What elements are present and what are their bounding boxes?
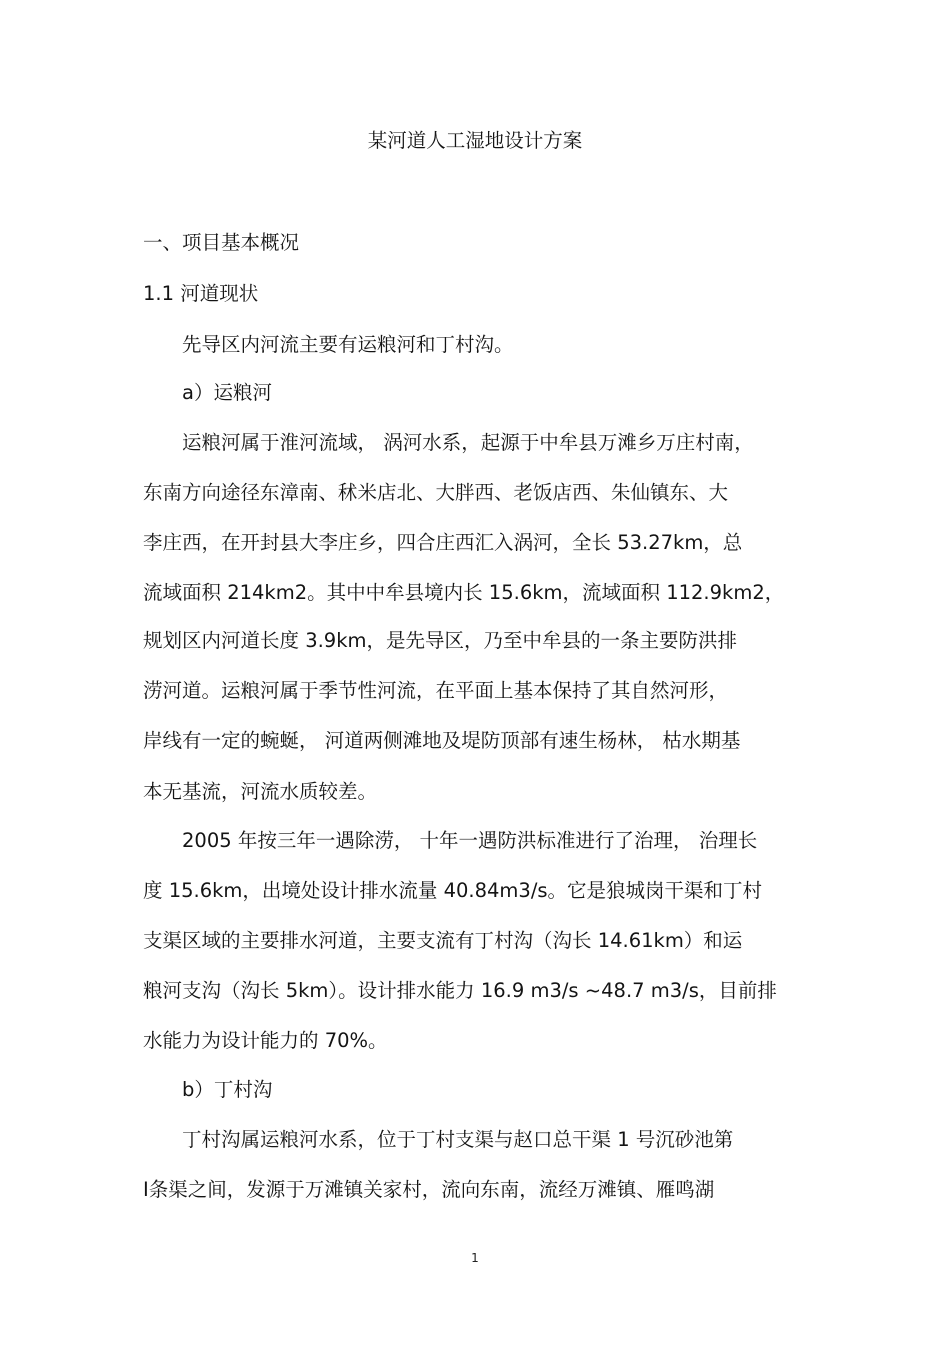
paragraph-line: 水能力为设计能力的 70%。 (143, 1029, 388, 1052)
intro-paragraph: 先导区内河流主要有运粮河和丁村沟。 (182, 333, 514, 356)
paragraph-line: 支渠区域的主要排水河道，主要支流有丁村沟（沟长 14.61km）和运 (143, 929, 743, 952)
paragraph-line: 度 15.6km，出境处设计排水流量 40.84m3/s。它是狼城岗干渠和丁村 (143, 879, 763, 902)
paragraph-line: Ⅰ条渠之间，发源于万滩镇关家村，流向东南，流经万滩镇、雁鸣湖 (143, 1178, 715, 1201)
paragraph-line: 规划区内河道长度 3.9km，是先导区，乃至中牟县的一条主要防洪排 (143, 629, 737, 652)
paragraph-line: 岸线有一定的蜿蜒， 河道两侧滩地及堤防顶部有速生杨林， 枯水期基 (143, 729, 741, 752)
paragraph-line: 流域面积 214km2。其中中牟县境内长 15.6km，流域面积 112.9km2， (143, 581, 785, 604)
paragraph-line: 涝河道。运粮河属于季节性河流，在平面上基本保持了其自然河形， (143, 679, 729, 702)
paragraph-line: 丁村沟属运粮河水系，位于丁村支渠与赵口总干渠 1 号沉砂池第 (182, 1128, 734, 1151)
paragraph-line: 粮河支沟（沟长 5km）。设计排水能力 16.9 m3/s ~48.7 m3/s，目前排 (143, 979, 777, 1002)
paragraph-line: 本无基流，河流水质较差。 (143, 780, 378, 803)
paragraph-line: 2005 年按三年一遇除涝， 十年一遇防洪标准进行了治理， 治理长 (182, 829, 758, 852)
paragraph-line: 东南方向途径东漳南、秫米店北、大胖西、老饭店西、朱仙镇东、大 (143, 481, 729, 504)
heading-b: b）丁村沟 (182, 1078, 273, 1101)
subsection-heading: 1.1 河道现状 (143, 282, 259, 305)
page-number: 1 (471, 1251, 479, 1265)
paragraph-line: 运粮河属于淮河流域， 涡河水系，起源于中牟县万滩乡万庄村南， (182, 431, 754, 454)
section-heading: 一、项目基本概况 (143, 231, 300, 254)
heading-a: a）运粮河 (182, 381, 272, 404)
paragraph-line: 李庄西，在开封县大李庄乡，四合庄西汇入涡河，全长 53.27km，总 (143, 531, 743, 554)
document-title: 某河道人工湿地设计方案 (367, 129, 583, 152)
